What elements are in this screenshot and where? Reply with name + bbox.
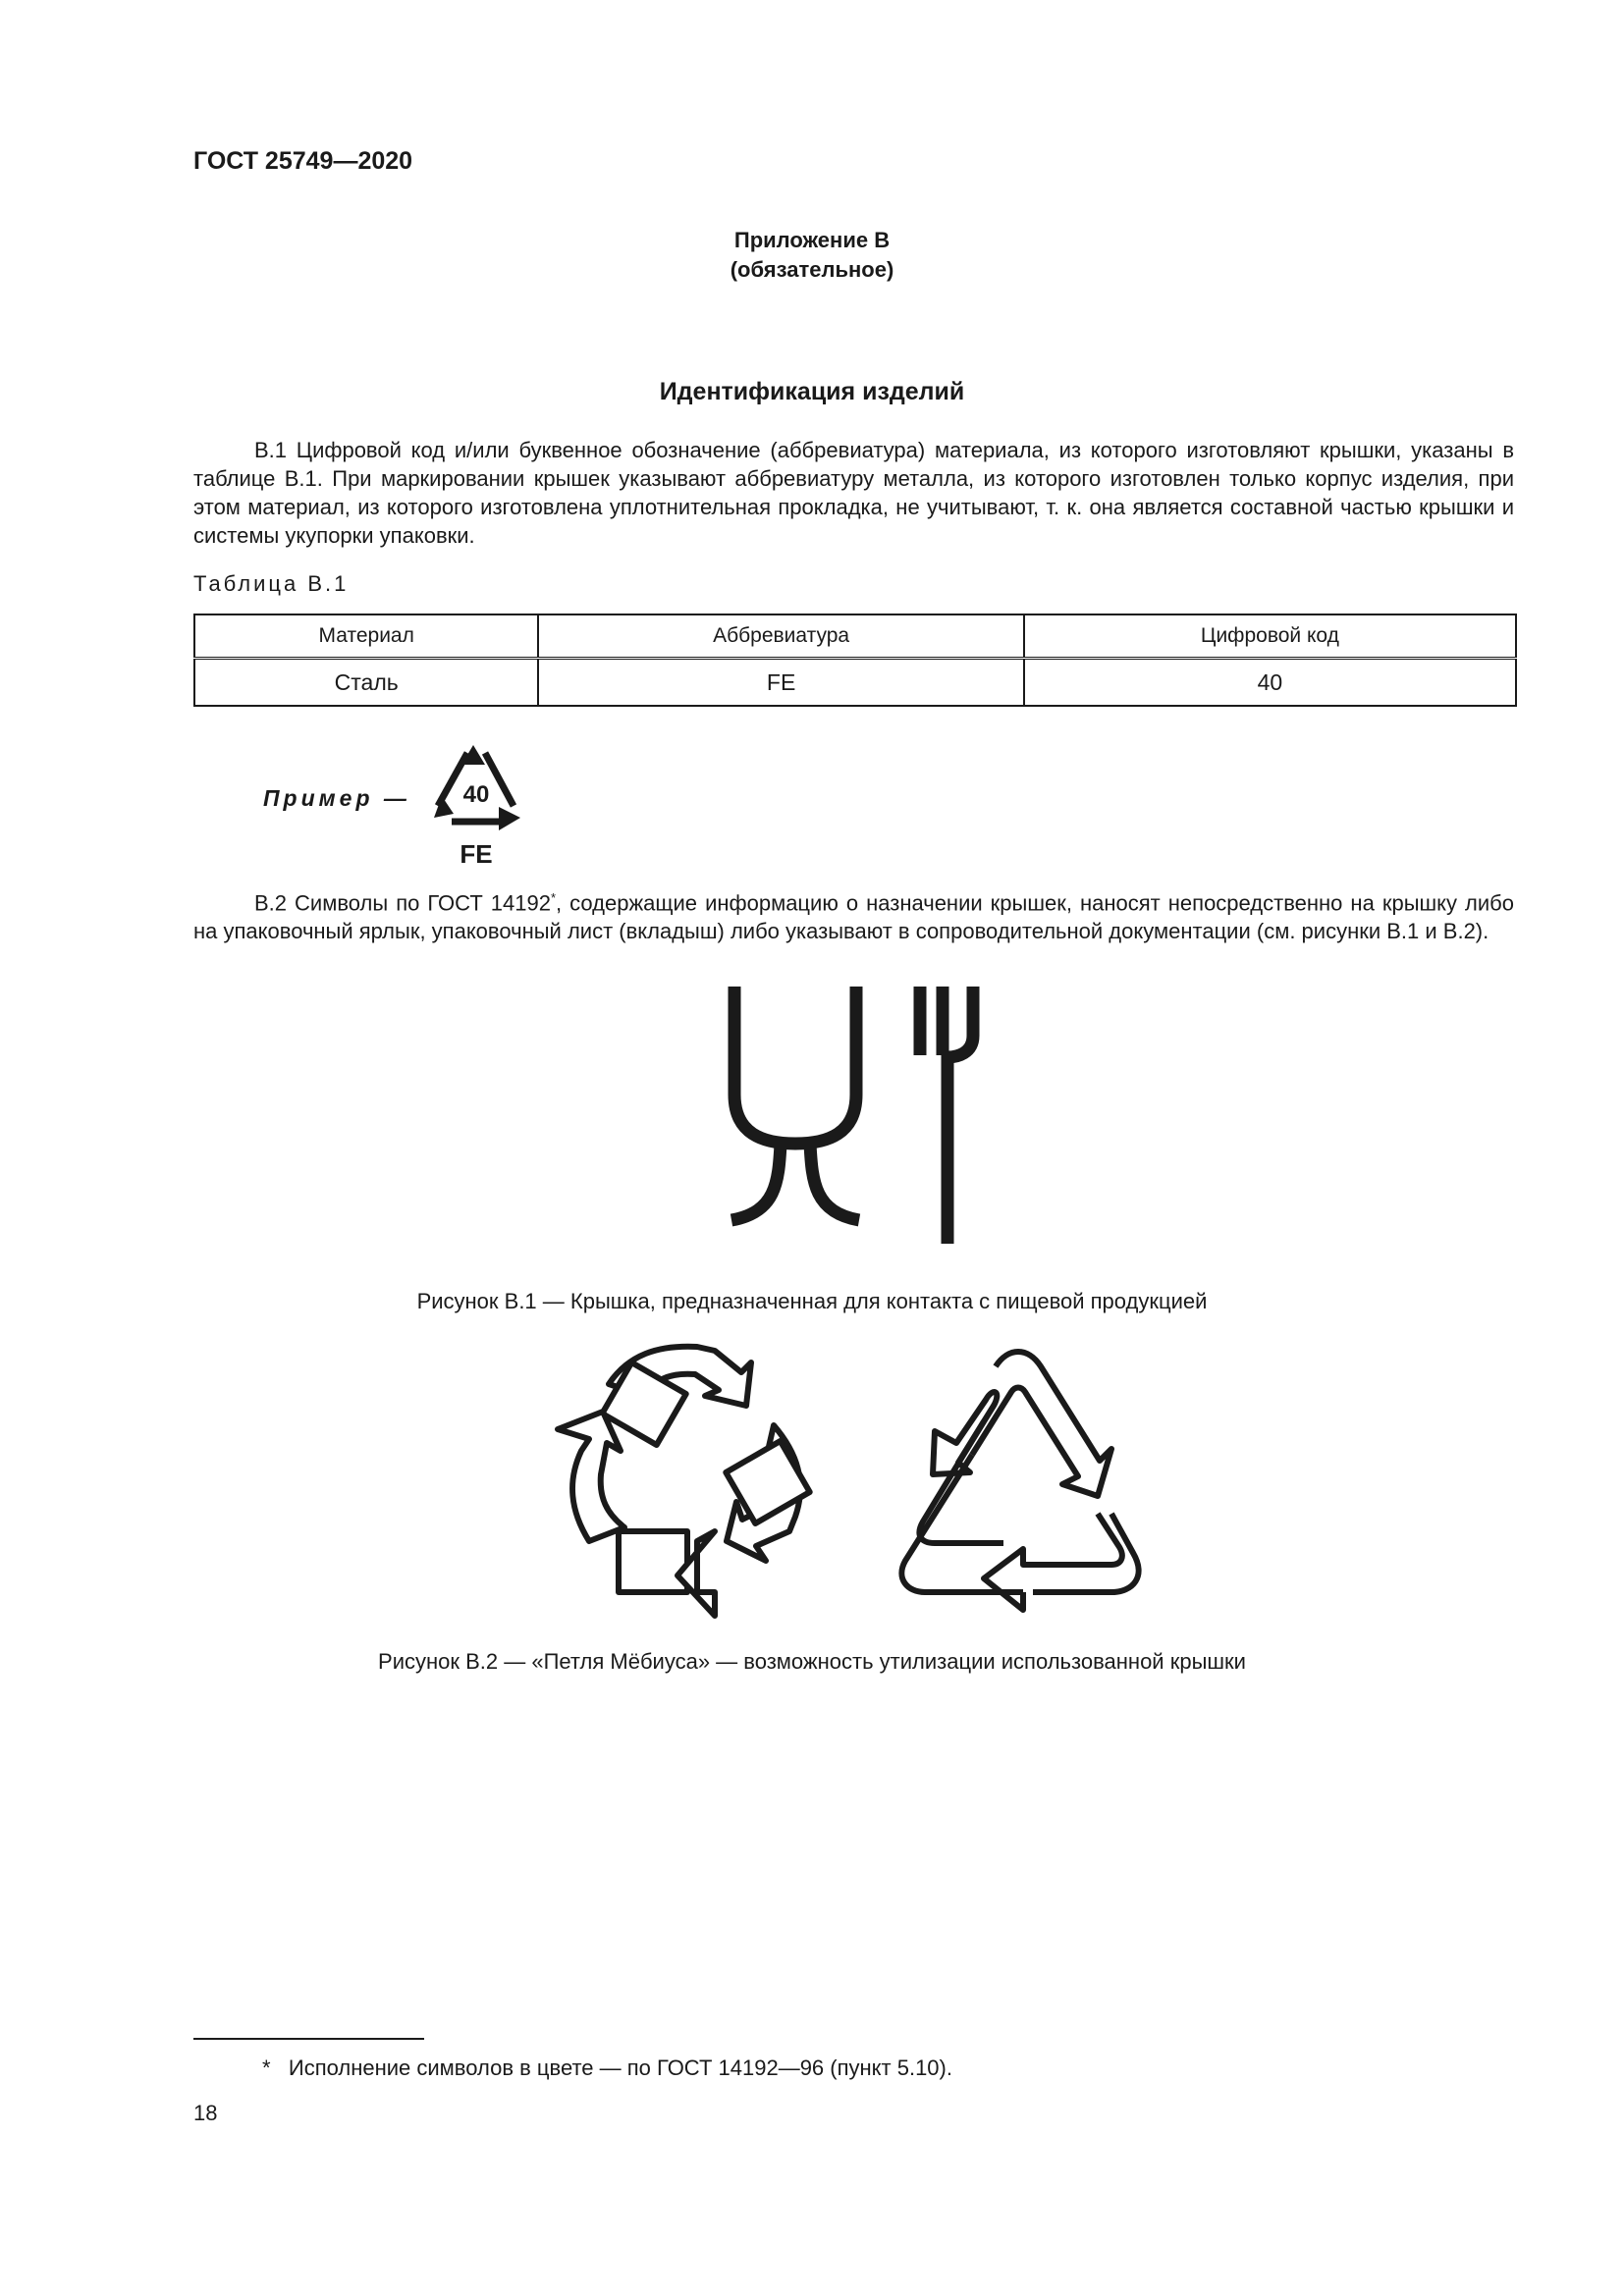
example-code: 40 (462, 781, 490, 808)
footnote-text: Исполнение символов в цвете — по ГОСТ 14192—96 (пункт 5.10). (288, 2056, 952, 2080)
paragraph-b2-text (193, 883, 1514, 945)
example-abbr: FE (460, 839, 493, 869)
footnote-ref: * (550, 890, 557, 905)
table-caption: Таблица В.1 (193, 571, 350, 596)
paragraph-b2-suffix: , содержащие информацию о назначении крышек, наносят непосредственно на крышку либо на упаковочный ярлык, упаковочный лист (вкладыш) либо указывают в сопроводительной документации (см. рисунки В.1 и В.2). (193, 890, 1515, 944)
paragraph-b1 (193, 436, 1514, 550)
figure-b1-caption: Рисунок В.1 — Крышка, предназначенная для контакта с пищевой продукцией (416, 1289, 1208, 1313)
recycling-code-icon (422, 741, 530, 874)
recycle-icon (550, 1335, 844, 1629)
example-label: Пример — (263, 785, 410, 811)
table-header-code: Цифровой код (1024, 614, 1516, 659)
table-cell-abbreviation: FE (538, 659, 1023, 707)
footnote (262, 2056, 952, 2081)
materials-table (193, 614, 1517, 707)
appendix-title: Приложение В (733, 228, 891, 252)
table-header-abbreviation: Аббревиатура (538, 614, 1023, 659)
footnote-separator (193, 2038, 424, 2040)
document-code: ГОСТ 25749—2020 (193, 147, 413, 175)
glass-fork-icon (722, 987, 997, 1250)
page-number: 18 (193, 2101, 218, 2125)
appendix-status: (обязательное) (730, 257, 894, 282)
paragraph-b1-text: В.1 Цифровой код и/или буквенное обозначение (аббревиатура) материала, из которого изготовляют крышки, указаны в таблице В.1. При маркировании крышек указывают аббревиатуру металла, из которого изготовлен только корпус изделия, при этом материал, из которого изготовлена уплотнительная прокладка, не учитывают, т. к. она является составной частью крышки и системы укупорки упаковки. (193, 438, 1514, 548)
paragraph-b2-prefix: В.2 Символы по ГОСТ 14192 (254, 890, 551, 916)
section-heading: Идентификация изделий (659, 378, 965, 405)
table-cell-code: 40 (1024, 659, 1516, 707)
figure-b2-caption: Рисунок В.2 — «Петля Мёбиуса» — возможность утилизации использованной крышки (378, 1649, 1246, 1674)
table-header-row (194, 614, 1516, 659)
table-cell-material: Сталь (194, 659, 538, 707)
paragraph-b2 (193, 883, 1514, 945)
table-row (194, 659, 1516, 707)
footnote-marker: * (262, 2056, 271, 2080)
table-header-material: Материал (194, 614, 538, 659)
mobius-loop-icon (876, 1347, 1161, 1612)
